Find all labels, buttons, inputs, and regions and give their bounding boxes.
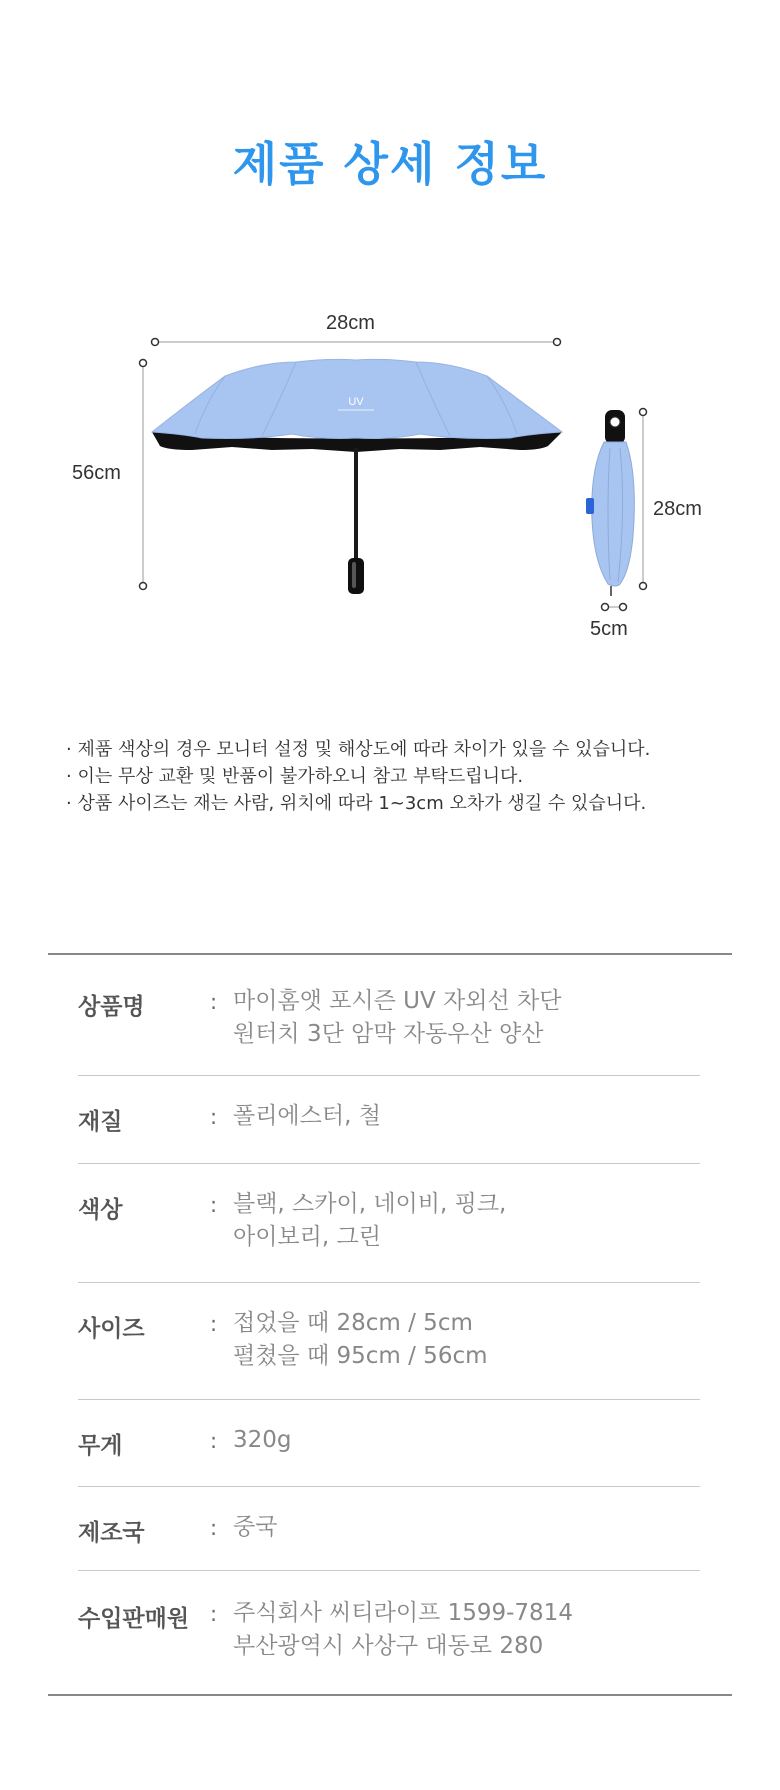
spec-value-line: 부산광역시 사상구 대동로 280: [233, 1633, 544, 1659]
spec-divider: [78, 1163, 700, 1164]
spec-value-line: 펼쳤을 때 95cm / 56cm: [233, 1343, 488, 1369]
spec-label-origin: 제조국: [78, 1520, 145, 1546]
folded-length-label: 28cm: [653, 498, 702, 520]
spec-value-weight: [233, 1424, 292, 1457]
spec-table-bottom-border: [48, 1694, 732, 1696]
notice-list: [66, 736, 650, 817]
spec-divider: [78, 1075, 700, 1076]
spec-value-line: 320g: [233, 1427, 292, 1453]
spec-label-weight: 무게: [78, 1433, 123, 1459]
spec-divider: [78, 1282, 700, 1283]
spec-divider: [78, 1486, 700, 1487]
page-title: 제품 상세 정보: [232, 137, 548, 191]
spec-value-line: 블랙, 스카이, 네이비, 핑크,: [233, 1191, 507, 1217]
spec-value-line: 접었을 때 28cm / 5cm: [233, 1310, 473, 1336]
spec-divider: [78, 1399, 700, 1400]
spec-value-line: 폴리에스터, 철: [233, 1103, 381, 1129]
spec-divider: [78, 1570, 700, 1571]
spec-value-material: [233, 1100, 381, 1133]
spec-value-line: 마이홈앳 포시즌 UV 자외선 차단: [233, 988, 562, 1014]
spec-value-line: 주식회사 씨티라이프 1599-7814: [233, 1600, 573, 1626]
notice-item: · 이는 무상 교환 및 반품이 불가하오니 참고 부탁드립니다.: [66, 766, 524, 787]
canopy-uv-print: UV: [348, 396, 364, 408]
spec-colon: :: [210, 1516, 218, 1540]
spec-value-importer: [233, 1597, 573, 1663]
open-height-label: 56cm: [72, 462, 121, 484]
open-width-label: 28cm: [326, 312, 375, 334]
spec-value-product-name: [233, 985, 561, 1051]
spec-value-origin: [233, 1511, 277, 1544]
spec-value-size: [233, 1307, 488, 1373]
spec-colon: :: [210, 1105, 218, 1129]
spec-colon: :: [210, 1429, 218, 1453]
spec-label-product-name: 상품명: [78, 994, 145, 1020]
spec-table-top-border: [48, 953, 732, 955]
spec-value-line: 아이보리, 그린: [233, 1224, 381, 1250]
notice-item: · 제품 색상의 경우 모니터 설정 및 해상도에 따라 차이가 있을 수 있습니다.: [66, 739, 651, 760]
folded-width-label: 5cm: [590, 618, 628, 640]
spec-colon: :: [210, 1312, 218, 1336]
notice-item: · 상품 사이즈는 재는 사람, 위치에 따라 1~3cm 오차가 생길 수 있습니다.: [66, 793, 647, 814]
spec-label-material: 재질: [78, 1109, 123, 1135]
spec-value-line: 원터치 3단 암막 자동우산 양산: [233, 1021, 544, 1047]
spec-value-color: [233, 1188, 506, 1254]
spec-colon: :: [210, 1193, 218, 1217]
spec-label-color: 색상: [78, 1197, 123, 1223]
spec-label-size: 사이즈: [78, 1316, 145, 1342]
spec-colon: :: [210, 1602, 218, 1626]
spec-label-importer: 수입판매원: [78, 1606, 190, 1632]
spec-value-line: 중국: [233, 1514, 278, 1540]
product-dimension-figure: [0, 300, 780, 660]
spec-colon: :: [210, 990, 218, 1014]
